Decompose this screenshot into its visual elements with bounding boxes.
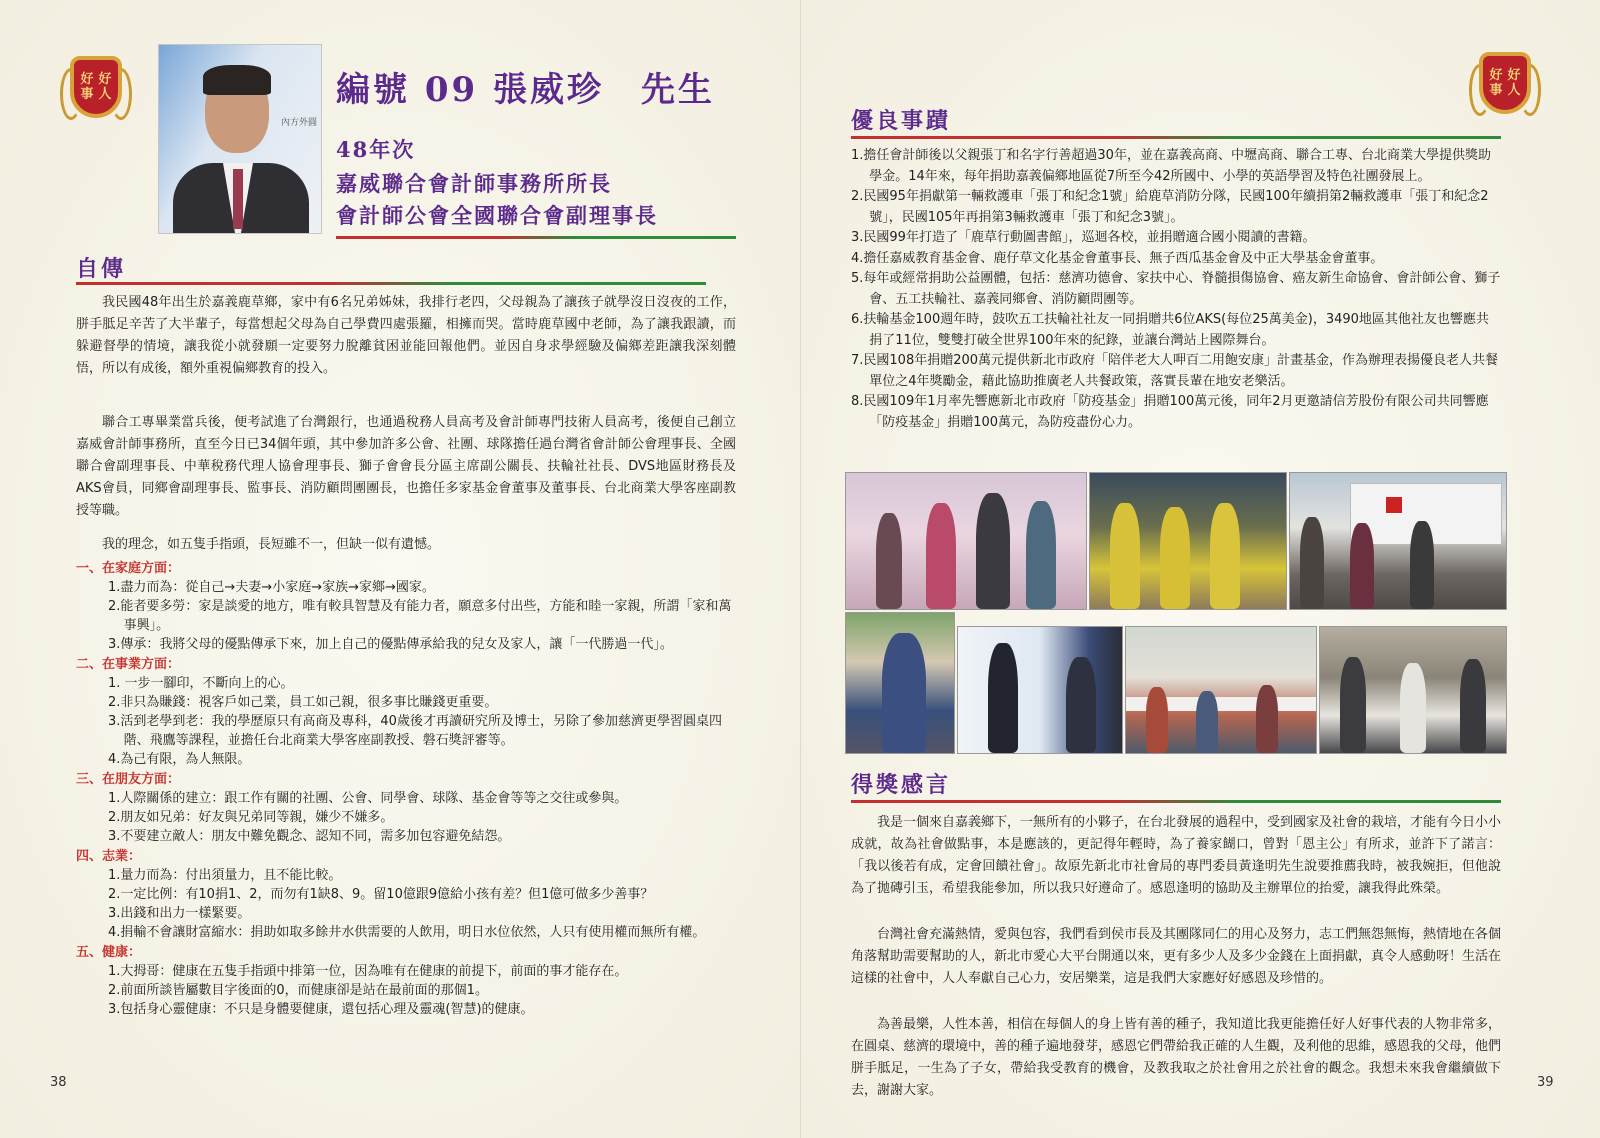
list-item: 1.人際關係的建立：跟工作有關的社團、公會、同學會、球隊、基金會等等之交往或參與。 [108,791,628,806]
emblem-char: 事 [1489,83,1503,98]
emblem-char: 好 [1489,68,1503,83]
photo-community-meal [1125,626,1317,754]
deeds-list [851,146,1501,433]
emblem-char: 人 [98,87,112,102]
section-title-acceptance-speech: 得獎感言 [851,772,952,798]
list-item: 6.扶輪基金100週年時，鼓吹五工扶輪社社友一同捐贈共6位AKS(每位25萬美金)，3490地區其他社友也響應共捐了11位，雙雙打破全世界100年來的紀錄，並讓台灣站上國際舞台。 [851,312,1489,348]
section-title-autobiography: 自傳 [76,256,127,282]
list-item: 3.出錢和出力一樣緊要。 [108,906,251,921]
list-item: 1.大拇哥：健康在五隻手指頭中排第一位，因為唯有在健康的前提下，前面的事才能存在。 [108,964,628,979]
category-career: 二、在事業方面： [76,657,181,672]
autobiography-paragraph-1: 我民國48年出生於嘉義鹿草鄉，家中有6名兄弟姊妹，我排行老四，父母親為了讓孩子就學沒日沒夜的工作，胼手胝足辛苦了大半輩子，每當想起父母為自己學費四處張羅，相擁而哭。當時鹿草國中老師，為了讓我跟讀，而躲避督學的情境，讓我從小就發願一定要努力脫離貧困並能回報他們。並因自身求學經驗及偏鄉差距讓我深刻體悟，所以有成後，額外重視偏鄉教育的投入。 [76,295,736,376]
list-item: 1.盡力而為：從自己→夫妻→小家庭→家族→家鄉→國家。 [108,580,435,595]
emblem-char: 好 [1507,68,1521,83]
philosophy-list [76,558,738,1019]
photo-family [845,472,1087,610]
category-friends: 三、在朋友方面： [76,772,181,787]
good-people-emblem-icon [60,48,132,130]
list-item: 3.包括身心靈健康：不只是身體要健康，還包括心理及靈魂(智慧)的健康。 [108,1002,534,1017]
title-divider [336,236,736,239]
emblem-char: 人 [1507,83,1521,98]
list-item: 8.民國109年1月率先響應新北市政府「防疫基金」捐贈100萬元後，同年2月更邀請信芳股份有限公司共同響應「防疫基金」捐贈100萬元，為防疫盡份心力。 [851,394,1489,430]
portrait-sign-text: 內方外圓 [280,118,317,128]
emblem-char: 好 [98,72,112,87]
emblem-char: 事 [80,87,94,102]
speech-paragraph-1: 我是一個來自嘉義鄉下，一無所有的小夥子，在台北發展的過程中，受到國家及社會的栽培，才能有今日小小成就，故為社會做點事，本是應該的，更記得年輕時，為了養家餬口，曾對「恩主公」有所求，並許下了諾言：「我以後若有成，定會回饋社會」。故原先新北市社會局的專門委員黃逢明先生說要推薦我時，被我婉拒，但他說為了拋磚引玉，希望我能參加，所以我只好遵命了。感恩逢明的協助及主辦單位的抬愛，讓我得此殊榮。 [851,815,1502,896]
category-mission: 四、志業： [76,849,142,864]
category-health: 五、健康： [76,945,142,960]
category-family: 一、在家庭方面： [76,561,181,576]
good-people-emblem-icon [1469,44,1541,126]
photo-book-reading [845,612,955,754]
list-item: 2.朋友如兄弟：好友與兄弟同等親，嫌少不嫌多。 [108,810,394,825]
list-item: 4.擔任嘉威教育基金會、鹿仔草文化基金會董事長、無子西瓜基金會及中正大學基金會董事。 [851,250,1384,266]
autobiography-paragraph-2: 聯合工專畢業當兵後，便考試進了台灣銀行，也通過稅務人員高考及會計師專門技術人員高考，後便自己創立嘉威會計師事務所，直至今日已34個年頭，其中參加許多公會、社團、球隊擔任過台灣省會計師公會理事長、全國聯合會副理事長、中華稅務代理人協會理事長、獅子會會長分區主席副公關長、扶輪社社長、DVS地區財務長及AKS會員，同鄉會副理事長、監事長、消防顧問團團長，也擔任多家基金會董事及董事長、台北商業大學客座副教授等職。 [76,415,736,518]
page-number-left: 38 [50,1075,67,1090]
photo-volunteers [1089,472,1287,610]
autobiography-paragraph-3: 我的理念，如五隻手指頭，長短雖不一，但缺一似有遺憾。 [102,537,441,552]
list-item: 3.不要建立敵人：朋友中難免觀念、認知不同，需多加包容避免結怨。 [108,829,511,844]
page-title: 編號 09 張威珍 先生 [336,70,715,110]
photo-fire-department [1319,626,1507,754]
speech-paragraph-3: 為善最樂，人性本善，相信在每個人的身上皆有善的種子，我知道比我更能擔任好人好事代表的人物非常多，在圓桌、慈濟的環境中，善的種子遍地發芽，感恩它們帶給我正確的人生觀，及利他的思維，感恩我的父母，他們胼手胝足，一生為了子女，帶給我受教育的機會，及教我取之於社會用之於社會的觀念。我想未來我會繼續做下去，謝謝大家。 [851,1017,1502,1098]
photo-office-sign [957,626,1123,754]
list-item: 3.傳承：我將父母的優點傳承下來，加上自己的優點傳承給我的兒女及家人，讓「一代勝過一代」。 [108,637,673,652]
list-item: 3.民國99年打造了「鹿草行動圖書館」，巡迴各校，並捐贈適合國小閱讀的書籍。 [851,230,1316,245]
list-item: 2.非只為賺錢：視客戶如己業，員工如己親，很多事比賺錢更重要。 [108,695,498,710]
subtitle-position-2: 會計師公會全國聯合會副理事長 [336,203,658,228]
speech-paragraph-2: 台灣社會充滿熱情，愛與包容，我們看到侯市長及其團隊同仁的用心及努力，志工們無怨無悔，熱情地在各個角落幫助需要幫助的人，新北市愛心大平台開通以來，更有多少人及多少金錢在上面捐獻，真令人感動呀！生活在這樣的社會中，人人奉獻自己心力，安居樂業，這是我們大家應好好感恩及珍惜的。 [851,927,1502,986]
list-item: 1.量力而為：付出須量力，且不能比較。 [108,868,342,883]
list-item: 4.捐輸不會讓財富縮水：捐助如取多餘井水供需要的人飲用，明日水位依然，人只有使用權而無所有權。 [108,925,706,940]
list-item: 2.一定比例：有10捐1、2，而勿有1缺8、9。留10億跟9億給小孩有差？但1億可做多少善事？ [108,887,654,902]
list-item: 5.每年或經常捐助公益團體，包括：慈濟功德會、家扶中心、脊髓損傷協會、癌友新生命協會、會計師公會、獅子會、五工扶輪社、嘉義同鄉會、消防顧問團等。 [851,271,1501,307]
portrait-photo [158,44,322,234]
section-divider [851,136,1501,139]
list-item: 4.為己有限，為人無限。 [108,752,251,767]
list-item: 2.能者要多勞：家是談愛的地方，唯有較具智慧及有能力者，願意多付出些，方能和睦一家親，所謂「家和萬事興」。 [108,599,732,633]
page-number-right: 39 [1537,1075,1554,1090]
list-item: 1.擔任會計師後以父親張丁和名字行善超過30年，並在嘉義高商、中壢高商、聯合工專、台北商業大學提供獎助學金。14年來，每年捐助嘉義偏鄉地區從7所至今42所國中、小學的英語學習及特色社團發展上。 [851,148,1491,184]
list-item: 2.前面所談皆屬數目字後面的0，而健康卻是站在最前面的那個1。 [108,983,488,998]
list-item: 2.民國95年捐獻第一輛救護車「張丁和紀念1號」給鹿草消防分隊，民國100年續捐第2輛救護車「張丁和紀念2號」，民國105年再捐第3輛救護車「張丁和紀念3號」。 [851,189,1489,225]
section-title-deeds: 優良事蹟 [851,108,952,134]
emblem-char: 好 [80,72,94,87]
list-item: 3.活到老學到老：我的學歷原只有高商及專科，40歲後才再讀研究所及博士，另除了參加慈濟更學習圓桌四階、飛鷹等課程，並擔任台北商業大學客座副教授、磐石獎評審等。 [108,714,722,748]
list-item: 7.民國108年捐贈200萬元提供新北市政府「陪伴老大人呷百二用飽安康」計畫基金，作為辦理表揚優良老人共餐單位之4年獎勵金，藉此協助推廣老人共餐政策，落實長輩在地安老樂活。 [851,353,1499,389]
section-divider [851,800,1501,803]
list-item: 1. 一步一腳印，不斷向上的心。 [108,676,294,691]
subtitle-position-1: 嘉威聯合會計師事務所所長 [336,171,612,196]
subtitle-year: 48年次 [336,137,416,162]
section-divider [76,282,706,285]
right-page [800,0,1600,1138]
photo-ambulance [1289,472,1507,610]
